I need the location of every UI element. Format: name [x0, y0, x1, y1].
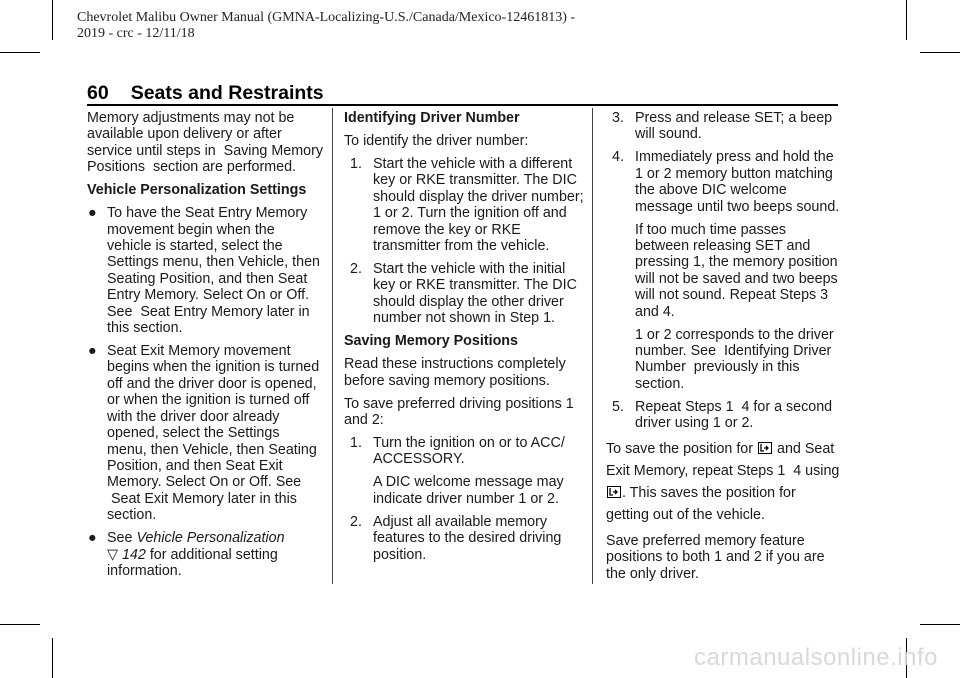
list-item [344, 435, 584, 468]
list-item [606, 399, 842, 432]
bullet-icon: ● [88, 530, 97, 547]
see-label: See [107, 530, 133, 547]
step-number: 4. [612, 149, 624, 166]
step-note: A DIC welcome message may indicate driver number 1 or 2. [373, 474, 564, 507]
paragraph: Read these instructions completely before saving memory positions. [344, 356, 566, 389]
page-ref-arrow-icon: ▽ [107, 546, 118, 563]
column-divider [332, 108, 333, 584]
step-number: 1. [350, 435, 362, 452]
list-item-text: Seat Exit Memory movement begins when the ignition is turned off and the driver door is opened, or when the ignition is turned off with the driver door already opened, select the Settings menu, then Vehicle, then Seating Position, and then Seat Exit Memory. Select On or Off. See Seat Exit Memory later in this section. [107, 343, 320, 524]
lead-paragraph: To save preferred driving positions 1 and 2: [344, 395, 574, 429]
list-item [344, 514, 584, 563]
page-number: 60 [87, 82, 109, 104]
subheading: Saving Memory Positions [344, 333, 518, 350]
running-head: Chevrolet Malibu Owner Manual (GMNA-Localizing-U.S./Canada/Mexico-12461813) - 2019 - crc - 12/11/18 [77, 10, 576, 41]
column-3 [606, 110, 842, 589]
lead-paragraph: To identify the driver number: [344, 133, 529, 149]
paragraph-text: . This saves the position for getting out of the vehicle. [606, 485, 796, 524]
list-item [87, 530, 323, 579]
list-item-text: To have the Seat Entry Memory movement begin when the vehicle is started, select the Settings menu, then Vehicle, then Seating Position, and then Seat Entry Memory. Select On or Off. See Seat Entry Memory later in this section. [107, 205, 321, 337]
column-1 [87, 110, 323, 586]
seat-exit-icon [758, 442, 772, 454]
list-item [344, 261, 584, 327]
cross-reference-link[interactable]: Vehicle Personalization [136, 530, 285, 547]
step-text: Start the vehicle with a different key or RKE transmitter. The DIC should display the driver number; 1 or 2. Turn the ignition off and remove the key or RKE transmitter from the vehicle. [373, 156, 584, 255]
list-item [606, 110, 842, 143]
paragraph-text: To save the position for [606, 441, 754, 458]
bullet-icon: ● [88, 343, 97, 360]
section-heading [87, 82, 324, 105]
list-item [344, 156, 584, 254]
step-text: Adjust all available memory features to the desired driving position. [373, 513, 562, 563]
crop-mark [52, 638, 53, 678]
step-text: Turn the ignition on or to ACC/ ACCESSORY. [373, 435, 565, 468]
step-number: 1. [350, 156, 362, 172]
intro-paragraph: Memory adjustments may not be available upon delivery or after service until steps in Saving Memory Positions section are performed. [87, 110, 323, 176]
bullet-icon: ● [88, 205, 97, 222]
paragraph: Save preferred memory feature positions to both 1 and 2 if you are the only driver. [606, 532, 825, 582]
list-item [87, 205, 323, 336]
step-note: 1 or 2 corresponds to the driver number. See Identifying Driver Number previously in this section. [635, 326, 834, 392]
paragraph-text: and Seat Exit Memory, repeat Steps 1 4 using [606, 441, 840, 480]
seat-exit-icon [607, 486, 621, 498]
crop-mark [52, 0, 53, 40]
step-text: Start the vehicle with the initial key or RKE transmitter. The DIC should display the other driver number not shown in Step 1. [373, 261, 577, 327]
crop-mark [0, 624, 40, 625]
subheading: Vehicle Personalization Settings [87, 182, 307, 199]
list-item [87, 343, 323, 523]
step-text: Repeat Steps 1 4 for a second driver using 1 or 2. [635, 398, 833, 432]
crop-mark [920, 52, 960, 53]
crop-mark [920, 624, 960, 625]
step-number: 2. [350, 513, 362, 530]
column-2 [344, 110, 584, 570]
step-text: Immediately press and hold the 1 or 2 memory button matching the above DIC welcome message until two beeps sound. [635, 149, 840, 215]
heading-rule [87, 104, 838, 106]
list-item [606, 149, 842, 215]
step-number: 2. [350, 261, 362, 278]
crop-mark [0, 52, 40, 53]
list-item-text: for additional setting information. [107, 546, 278, 579]
page-reference-link[interactable]: 142 [121, 546, 146, 563]
step-text: Press and release SET; a beep will sound. [635, 110, 833, 143]
step-number: 5. [612, 398, 624, 415]
crop-mark [906, 0, 907, 40]
column-divider [592, 108, 593, 584]
step-note: If too much time passes between releasing SET and pressing 1, the memory position will not be saved and two beeps will not sound. Repeat Steps 3 and 4. [635, 221, 838, 320]
watermark: carmanualsonline.info [694, 644, 938, 671]
subheading: Identifying Driver Number [344, 110, 520, 126]
section-title: Seats and Restraints [130, 82, 324, 104]
step-number: 3. [612, 110, 624, 126]
exit-memory-paragraph [606, 438, 842, 526]
